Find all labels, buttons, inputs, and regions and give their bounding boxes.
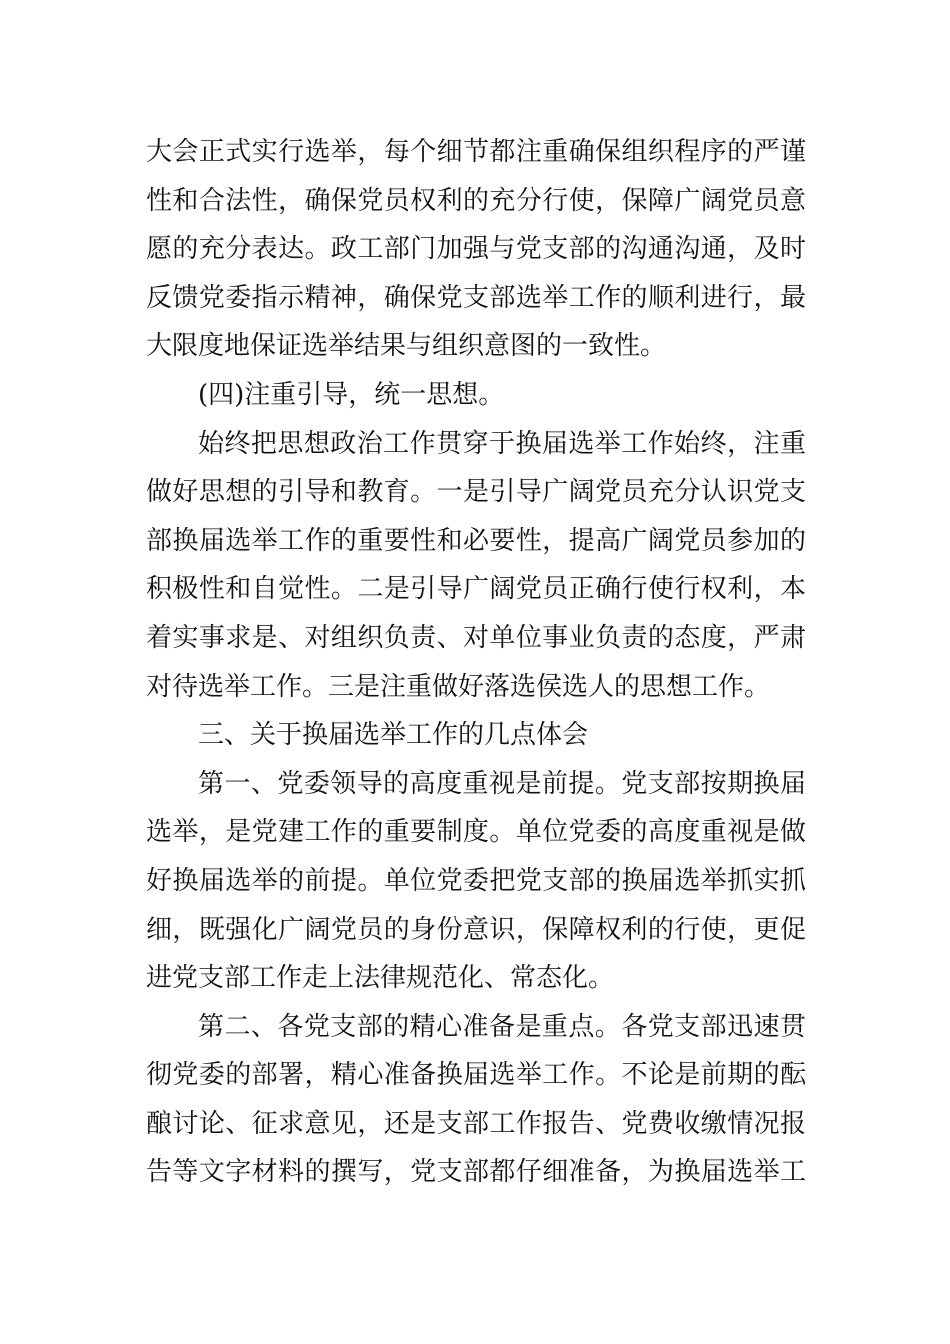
text-line: 三、关于换届选举工作的几点体会 bbox=[198, 720, 589, 751]
text-line: 细，既强化广阔党员的身份意识，保障权利的行使，更促 bbox=[146, 914, 806, 945]
text-line: 告等文字材料的撰写，党支部都仔细准备，为换届选举工 bbox=[146, 1157, 806, 1188]
text-line: 反馈党委指示精神，确保党支部选举工作的顺利进行，最 bbox=[146, 282, 806, 313]
text-line: 酿讨论、征求意见，还是支部工作报告、党费收缴情况报 bbox=[146, 1108, 806, 1139]
text-line: 性和合法性，确保党员权利的充分行使，保障广阔党员意 bbox=[146, 185, 806, 216]
text-line: 对待选举工作。三是注重做好落选侯选人的思想工作。 bbox=[146, 671, 771, 702]
document-body bbox=[146, 128, 806, 1197]
text-line: 积极性和自觉性。二是引导广阔党员正确行使行权利，本 bbox=[146, 574, 806, 605]
text-line: (四)注重引导，统一思想。 bbox=[198, 379, 505, 410]
text-line: 彻党委的部署，精心准备换届选举工作。不论是前期的酝 bbox=[146, 1060, 806, 1091]
text-line: 选举，是党建工作的重要制度。单位党委的高度重视是做 bbox=[146, 817, 806, 848]
text-line: 大会正式实行选举，每个细节都注重确保组织程序的严谨 bbox=[146, 137, 806, 167]
text-line: 大限度地保证选举结果与组织意图的一致性。 bbox=[146, 331, 667, 362]
text-line: 进党支部工作走上法律规范化、常态化。 bbox=[146, 963, 615, 994]
text-line: 第二、各党支部的精心准备是重点。各党支部迅速贯 bbox=[198, 1011, 806, 1042]
text-line: 部换届选举工作的重要性和必要性，提高广阔党员参加的 bbox=[146, 525, 806, 556]
text-line: 做好思想的引导和教育。一是引导广阔党员充分认识党支 bbox=[146, 477, 806, 508]
text-line: 第一、党委领导的高度重视是前提。党支部按期换届 bbox=[198, 768, 806, 799]
text-line: 着实事求是、对组织负责、对单位事业负责的态度，严肃 bbox=[146, 622, 806, 653]
text-line: 好换届选举的前提。单位党委把党支部的换届选举抓实抓 bbox=[146, 865, 806, 896]
text-line: 愿的充分表达。政工部门加强与党支部的沟通沟通，及时 bbox=[146, 234, 806, 265]
text-line: 始终把思想政治工作贯穿于换届选举工作始终，注重 bbox=[198, 428, 806, 459]
